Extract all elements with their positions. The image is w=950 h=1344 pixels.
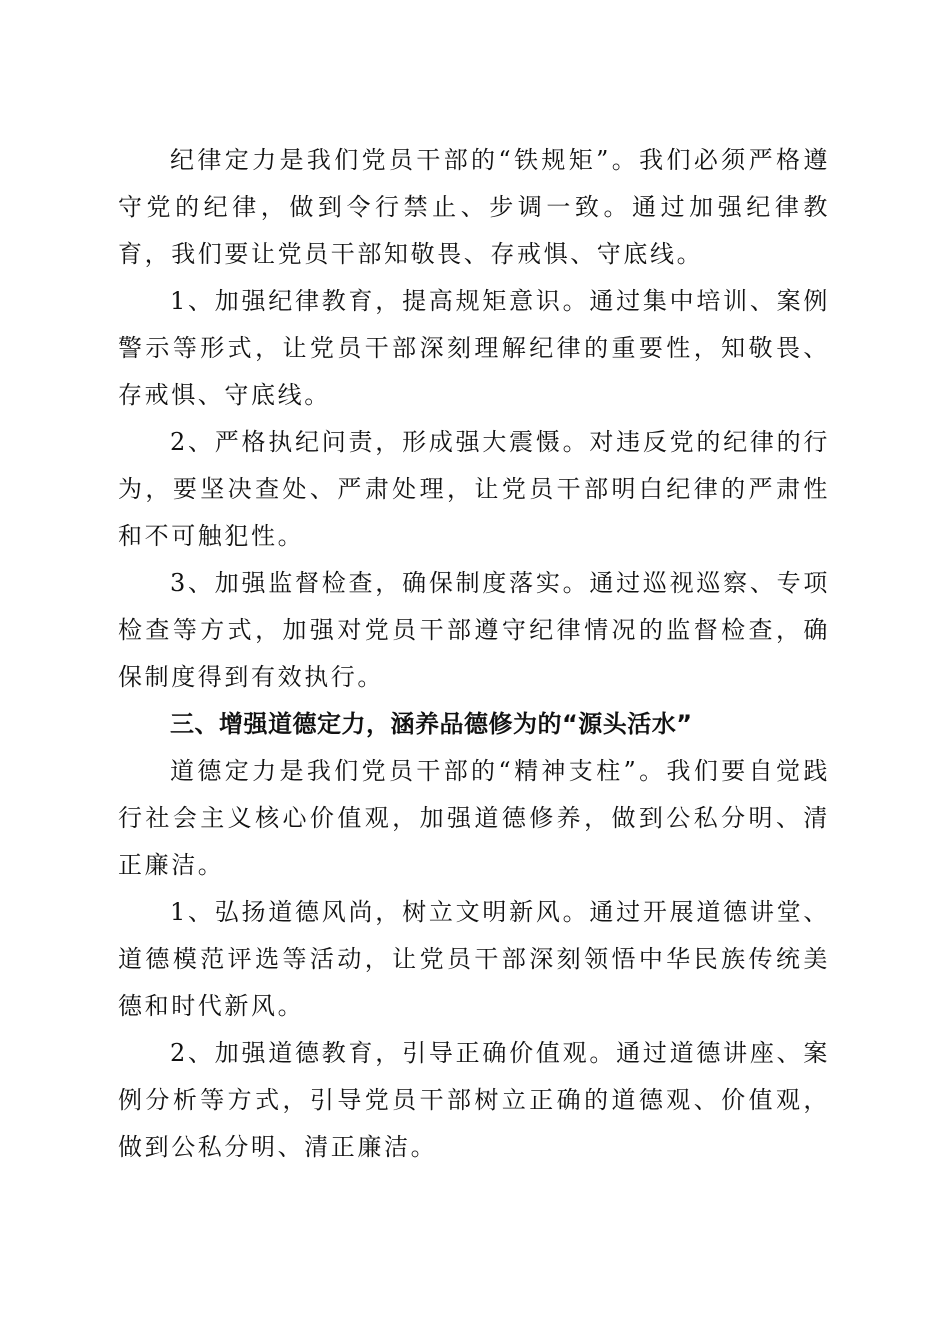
paragraph-discipline-item-2: 2、严格执纪问责，形成强大震慑。对违反党的纪律的行为，要坚决查处、严肃处理，让党员干部明白纪律的严肃性和不可触犯性。 [118,428,830,550]
paragraph-discipline-intro: 纪律定力是我们党员干部的“铁规矩”。我们必须严格遵守党的纪律，做到令行禁止、步调一致。通过加强纪律教育，我们要让党员干部知敬畏、存戒惧、守底线。 [118,146,830,268]
paragraph-moral-item-1: 1、弘扬道德风尚，树立文明新风。通过开展道德讲堂、道德模范评选等活动，让党员干部深刻领悟中华民族传统美德和时代新风。 [118,898,830,1020]
paragraph-moral-item-2: 2、加强道德教育，引导正确价值观。通过道德讲座、案例分析等方式，引导党员干部树立正确的道德观、价值观，做到公私分明、清正廉洁。 [118,1039,830,1161]
document-page [118,137,830,1171]
paragraph-moral-intro: 道德定力是我们党员干部的“精神支柱”。我们要自觉践行社会主义核心价值观，加强道德修养，做到公私分明、清正廉洁。 [118,757,830,879]
paragraph-discipline-item-3: 3、加强监督检查，确保制度落实。通过巡视巡察、专项检查等方式，加强对党员干部遵守纪律情况的监督检查，确保制度得到有效执行。 [118,569,830,691]
paragraph-discipline-item-1: 1、加强纪律教育，提高规矩意识。通过集中培训、案例警示等形式，让党员干部深刻理解纪律的重要性，知敬畏、存戒惧、守底线。 [118,287,830,409]
section-heading-moral: 三、增强道德定力，涵养品德修为的“源头活水” [170,710,693,738]
